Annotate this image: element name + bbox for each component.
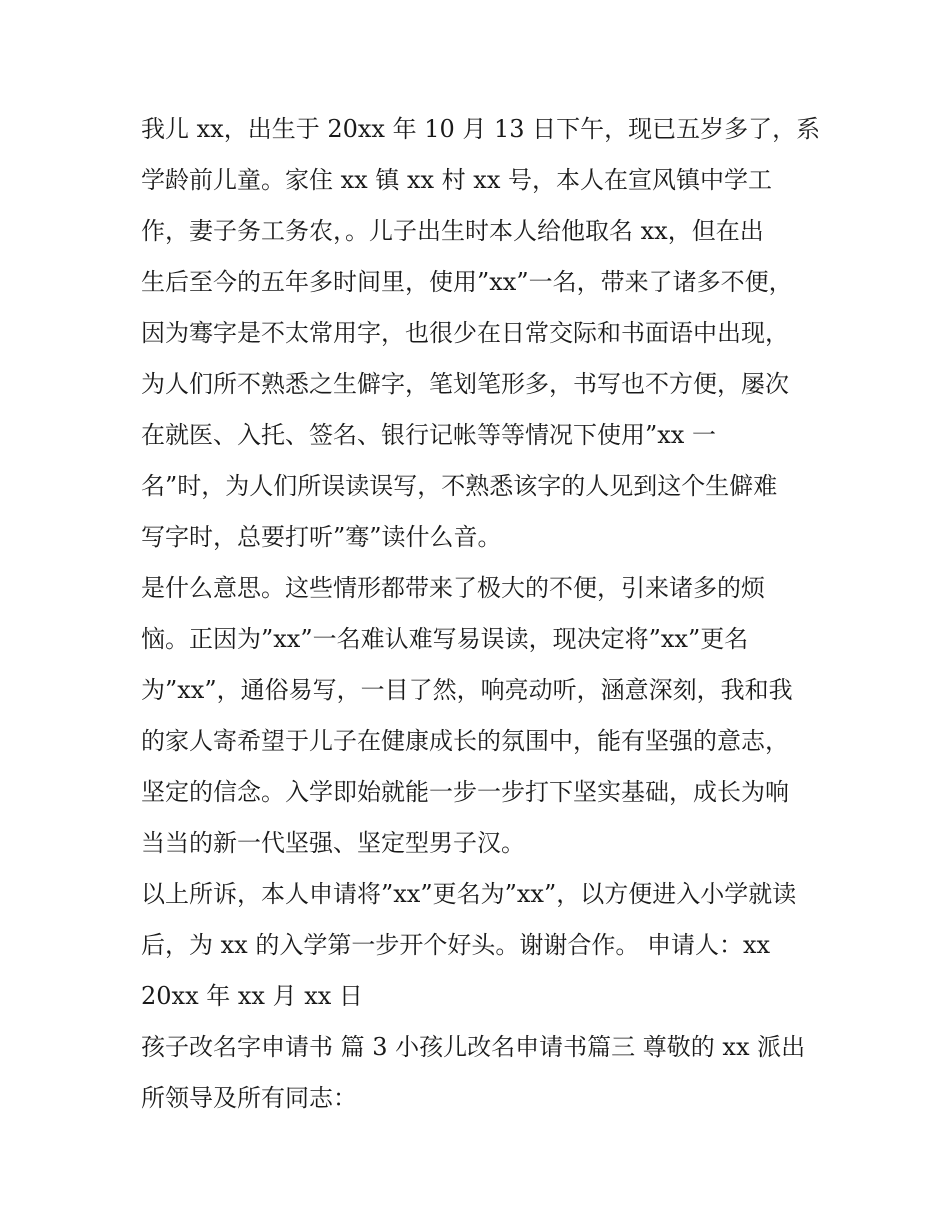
text-line: 我儿 xx，出生于 20xx 年 10 月 13 日下午，现已五岁多了，系 <box>141 115 821 143</box>
text-line: 所领导及所有同志： <box>141 1084 357 1112</box>
text-line: 坚定的信念。入学即始就能一步一步打下坚实基础，成长为响 <box>141 778 789 806</box>
text-line: 在就医、入托、签名、银行记帐等等情况下使用”xx 一 <box>141 421 716 449</box>
text-line: 因为骞字是不太常用字，也很少在日常交际和书面语中出现， <box>141 319 789 347</box>
text-line: 为人们所不熟悉之生僻字，笔划笔形多，书写也不方便，屡次 <box>141 370 789 398</box>
text-line: 为”xx”，通俗易写，一目了然，响亮动听，涵意深刻，我和我 <box>141 676 793 704</box>
text-line: 当当的新一代坚强、坚定型男子汉。 <box>141 829 525 857</box>
text-line: 的家人寄希望于儿子在健康成长的氛围中，能有坚强的意志， <box>141 727 789 755</box>
text-line: 生后至今的五年多时间里，使用”xx”一名，带来了诸多不便， <box>141 268 793 296</box>
text-line: 名”时，为人们所误读误写，不熟悉该字的人见到这个生僻难 <box>141 472 778 500</box>
text-line: 以上所诉，本人申请将”xx”更名为”xx”，以方便进入小学就读 <box>141 880 797 908</box>
text-line: 恼。正因为”xx”一名难认难写易误读，现决定将”xx”更名 <box>141 625 749 653</box>
text-line: 后，为 xx 的入学第一步开个好头。谢谢合作。 申请人：xx <box>141 931 771 959</box>
text-line: 写字时，总要打听”骞”读什么音。 <box>141 523 502 551</box>
text-line: 是什么意思。这些情形都带来了极大的不便，引来诸多的烦 <box>141 574 765 602</box>
text-line: 孩子改名字申请书 篇 3 小孩儿改名申请书篇三 尊敬的 xx 派出 <box>141 1033 806 1061</box>
text-line: 20xx 年 xx 月 xx 日 <box>141 982 363 1010</box>
text-line: 学龄前儿童。家住 xx 镇 xx 村 xx 号，本人在宣风镇中学工 <box>141 166 772 194</box>
text-line: 作，妻子务工务农，。儿子出生时本人给他取名 xx，但在出 <box>141 217 764 245</box>
